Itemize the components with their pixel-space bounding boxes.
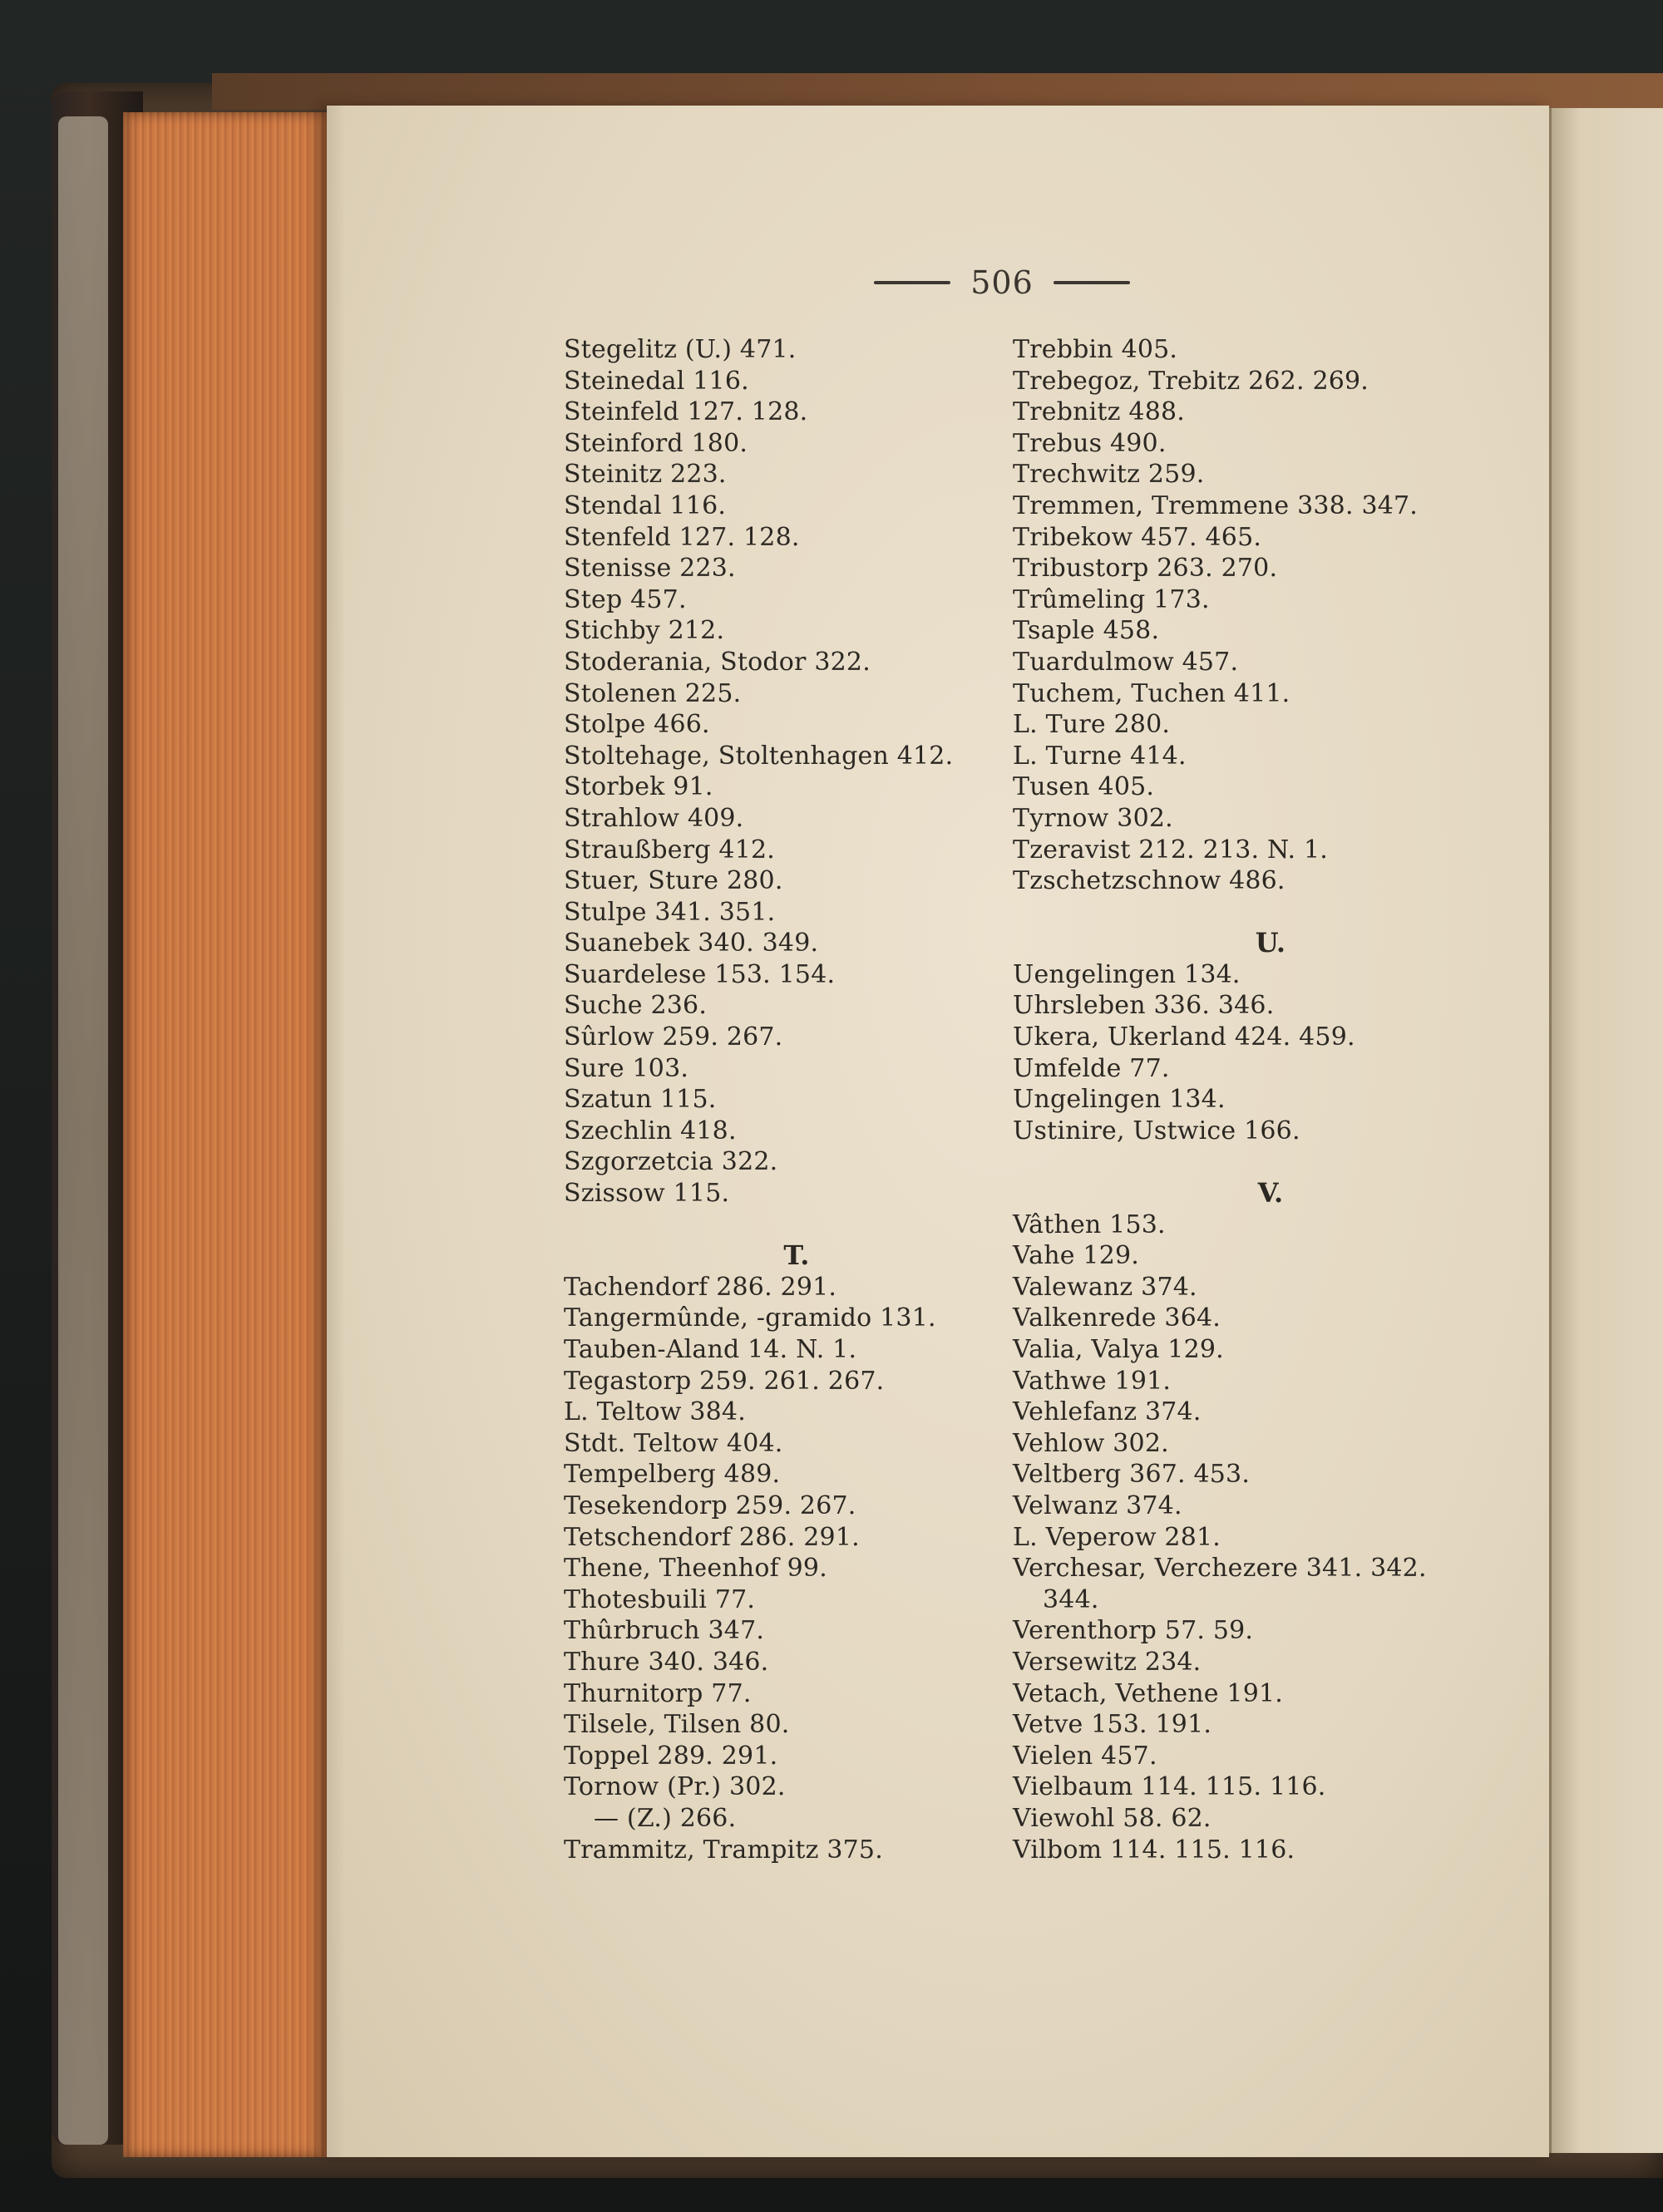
index-entry: Trechwitz 259. xyxy=(1013,460,1205,490)
index-entry: Tuchem, Tuchen 411. xyxy=(1013,678,1290,708)
page-number: 506 xyxy=(970,264,1034,301)
index-entry-continuation: 344. xyxy=(1043,1584,1099,1614)
index-entry: Vehlow 302. xyxy=(1013,1428,1169,1458)
index-entry: Vetach, Vethene 191. xyxy=(1013,1678,1284,1708)
section-letter: T. xyxy=(783,1239,810,1272)
index-entry: Stendal 116. xyxy=(564,490,727,520)
index-entry: L. Ture 280. xyxy=(1013,710,1171,740)
index-entry: Thurnitorp 77. xyxy=(564,1678,752,1708)
index-entry: Szechlin 418. xyxy=(564,1116,737,1145)
index-entry: Tremmen, Tremmene 338. 347. xyxy=(1013,490,1419,520)
index-entry: Tuardulmow 457. xyxy=(1013,647,1239,677)
index-entry: Tilsele, Tilsen 80. xyxy=(564,1710,790,1740)
index-entry: Valia, Valya 129. xyxy=(1013,1335,1224,1364)
index-entry: Ukera, Ukerland 424. 459. xyxy=(1013,1022,1355,1052)
facing-page-edge xyxy=(1549,108,1663,2153)
index-entry: Stegelitz (U.) 471. xyxy=(564,335,797,364)
index-entry: Vehlefanz 374. xyxy=(1013,1397,1202,1427)
index-entry: Sure 103. xyxy=(564,1053,689,1083)
index-entry: Tribustorp 263. 270. xyxy=(1013,554,1278,584)
index-entry: Stolpe 466. xyxy=(564,710,710,740)
header-dash-right xyxy=(1054,281,1130,284)
index-entry: Suanebek 340. 349. xyxy=(564,929,819,958)
index-entry: Valewanz 374. xyxy=(1013,1272,1197,1302)
index-entry: Ungelingen 134. xyxy=(1013,1085,1226,1115)
index-entry: Tetschendorf 286. 291. xyxy=(564,1522,860,1552)
index-entry: Steinfeld 127. 128. xyxy=(564,397,808,427)
index-entry: Uhrsleben 336. 346. xyxy=(1013,991,1275,1021)
index-entry: Ustinire, Ustwice 166. xyxy=(1013,1116,1300,1145)
index-entry: Szissow 115. xyxy=(564,1179,730,1209)
index-entry: L. Turne 414. xyxy=(1013,741,1187,771)
index-list-left xyxy=(564,334,1029,1865)
index-entry: L. Teltow 384. xyxy=(564,1397,746,1427)
index-entry: Suche 236. xyxy=(564,991,708,1021)
index-entry: Stdt. Teltow 404. xyxy=(564,1428,783,1458)
index-entry: Stenfeld 127. 128. xyxy=(564,522,800,552)
index-entry: Trebus 490. xyxy=(1013,428,1167,458)
index-entry: Straußberg 412. xyxy=(564,835,776,865)
index-entry: Vahe 129. xyxy=(1013,1241,1140,1271)
index-entry: Vielen 457. xyxy=(1013,1741,1157,1771)
index-entry: Vetve 153. 191. xyxy=(1013,1710,1212,1740)
index-column-left xyxy=(564,334,1029,1865)
index-entry: Tyrnow 302. xyxy=(1013,803,1173,833)
index-entry: Stulpe 341. 351. xyxy=(564,897,776,927)
index-entry: Velwanz 374. xyxy=(1013,1490,1182,1520)
index-entry: Versewitz 234. xyxy=(1013,1647,1202,1677)
index-entry: Trammitz, Trampitz 375. xyxy=(564,1835,883,1865)
index-entry: Thûrbruch 347. xyxy=(564,1616,765,1646)
index-entry: Uengelingen 134. xyxy=(1013,959,1241,989)
index-entry: Storbek 91. xyxy=(564,772,713,802)
index-column-right xyxy=(1013,334,1528,1865)
index-entry: Stolenen 225. xyxy=(564,678,742,708)
section-spacer xyxy=(1013,1146,1528,1178)
section-letter: U. xyxy=(1255,927,1286,959)
header-dash-left xyxy=(874,281,950,284)
page-header xyxy=(856,259,1147,306)
index-entry: Thure 340. 346. xyxy=(564,1647,769,1677)
index-entry: Tzschetzschnow 486. xyxy=(1013,866,1285,896)
index-entry: Trebegoz, Trebitz 262. 269. xyxy=(1013,366,1369,396)
page-block-edges xyxy=(123,112,327,2157)
index-entry: Viewohl 58. 62. xyxy=(1013,1803,1211,1833)
index-entry: Vâthen 153. xyxy=(1013,1209,1166,1239)
section-spacer xyxy=(564,1209,1029,1241)
section-letter: V. xyxy=(1257,1177,1284,1209)
index-entry: Stoderania, Stodor 322. xyxy=(564,647,871,677)
index-entry: Tegastorp 259. 261. 267. xyxy=(564,1366,885,1396)
index-entry: Thotesbuili 77. xyxy=(564,1584,756,1614)
index-entry: Tachendorf 286. 291. xyxy=(564,1272,837,1302)
index-entry: Steinedal 116. xyxy=(564,366,749,396)
index-entry: Szatun 115. xyxy=(564,1085,717,1115)
index-entry: Vielbaum 114. 115. 116. xyxy=(1013,1772,1326,1802)
index-entry: Steinitz 223. xyxy=(564,460,727,490)
index-entry: Tornow (Pr.) 302. xyxy=(564,1772,786,1802)
index-entry: Thene, Theenhof 99. xyxy=(564,1554,827,1584)
index-entry: Tribekow 457. 465. xyxy=(1013,522,1262,552)
index-entry-continuation: — (Z.) 266. xyxy=(594,1803,737,1833)
index-entry: Verenthorp 57. 59. xyxy=(1013,1616,1254,1646)
index-entry: Veltberg 367. 453. xyxy=(1013,1460,1251,1490)
index-entry: Stenisse 223. xyxy=(564,554,736,584)
index-entry: Strahlow 409. xyxy=(564,803,744,833)
index-entry: Stichby 212. xyxy=(564,616,725,646)
index-entry: Steinford 180. xyxy=(564,428,748,458)
index-entry: Tempelberg 489. xyxy=(564,1460,781,1490)
index-entry: Vathwe 191. xyxy=(1013,1366,1172,1396)
index-entry: Step 457. xyxy=(564,584,687,614)
index-entry: Umfelde 77. xyxy=(1013,1053,1170,1083)
section-spacer xyxy=(1013,897,1528,929)
index-entry: Tesekendorp 259. 267. xyxy=(564,1490,856,1520)
index-entry: L. Veperow 281. xyxy=(1013,1522,1221,1552)
index-entry: Trûmeling 173. xyxy=(1013,584,1210,614)
index-entry: Tsaple 458. xyxy=(1013,616,1160,646)
index-entry: Suardelese 153. 154. xyxy=(564,959,836,989)
index-entry: Stoltehage, Stoltenhagen 412. xyxy=(564,741,954,771)
index-entry: Tauben-Aland 14. N. 1. xyxy=(564,1335,857,1364)
index-entry: Trebnitz 488. xyxy=(1013,397,1186,427)
index-entry: Szgorzetcia 322. xyxy=(564,1147,778,1177)
index-entry: Tzeravist 212. 213. N. 1. xyxy=(1013,835,1329,865)
index-entry: Tangermûnde, -gramido 131. xyxy=(564,1303,936,1333)
index-entry: Valkenrede 364. xyxy=(1013,1303,1221,1333)
index-entry: Tusen 405. xyxy=(1013,772,1155,802)
spine-paper-remnant xyxy=(58,116,108,2145)
index-entry: Toppel 289. 291. xyxy=(564,1741,778,1771)
index-list-right xyxy=(1013,334,1528,1865)
index-entry: Trebbin 405. xyxy=(1013,335,1178,364)
cover-top-edge xyxy=(212,73,1663,110)
page-gutter-shadow xyxy=(327,106,345,2157)
index-entry: Sûrlow 259. 267. xyxy=(564,1022,783,1052)
index-entry: Stuer, Sture 280. xyxy=(564,866,783,896)
index-entry: Vilbom 114. 115. 116. xyxy=(1013,1835,1295,1865)
index-entry: Verchesar, Verchezere 341. 342. xyxy=(1013,1554,1427,1584)
